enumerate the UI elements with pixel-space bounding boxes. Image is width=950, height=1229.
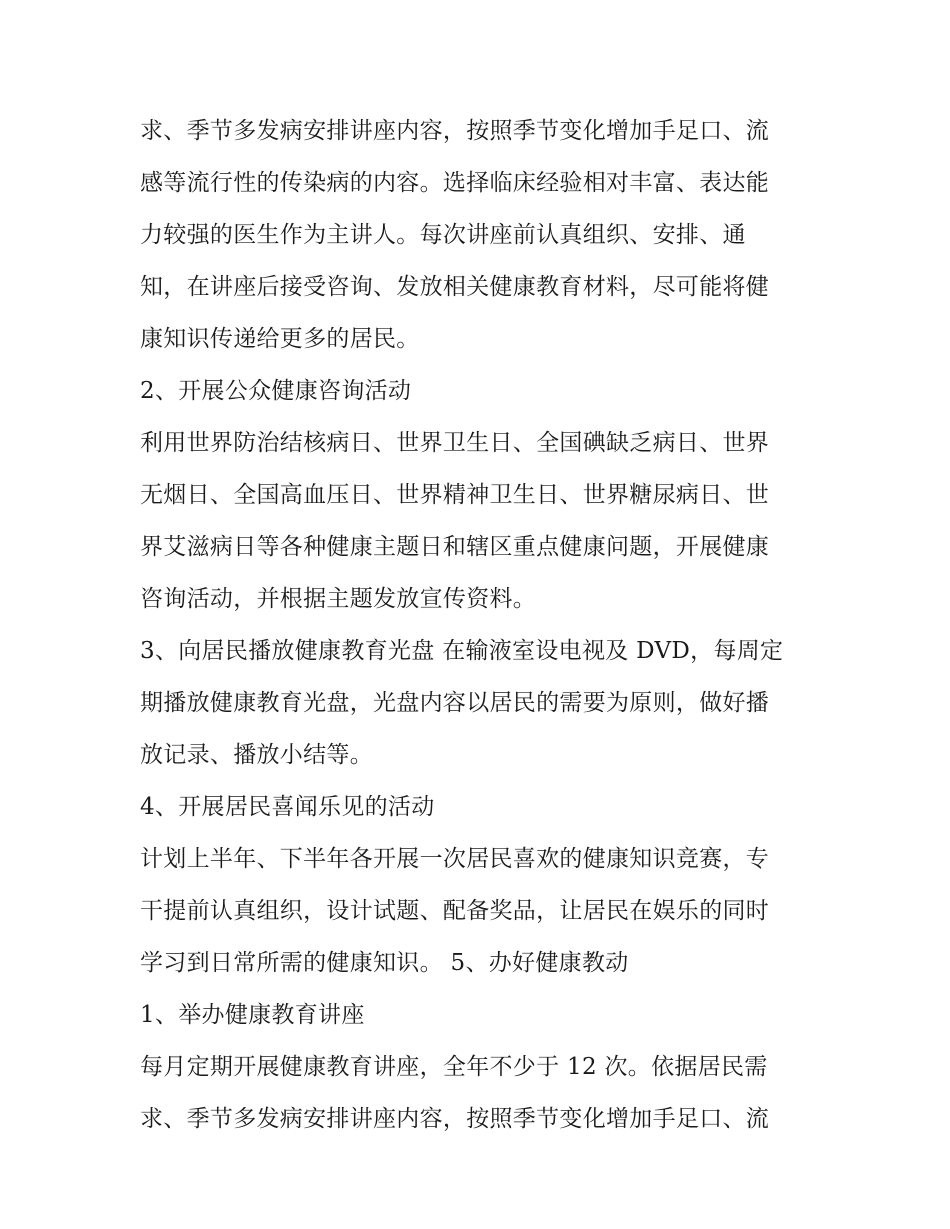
text-line: 无烟日、全国高血压日、世界精神卫生日、世界糖尿病日、世: [140, 482, 770, 508]
text-line: 知，在讲座后接受咨询、发放相关健康教育材料，尽可能将健: [140, 274, 770, 300]
text-line: 干提前认真组织，设计试题、配备奖品，让居民在娱乐的同时: [140, 898, 770, 924]
section-heading: 1、举办健康教育讲座: [140, 1002, 365, 1028]
text-line: 期播放健康教育光盘，光盘内容以居民的需要为原则，做好播: [140, 690, 770, 716]
text-line: 康知识传递给更多的居民。: [140, 326, 420, 352]
text-line: 每月定期开展健康教育讲座，全年不少于 12 次。依据居民需: [140, 1054, 768, 1080]
text-line: 放记录、播放小结等。: [140, 742, 373, 768]
text-line: 咨询活动，并根据主题发放宣传资料。: [140, 586, 537, 612]
text-line: 利用世界防治结核病日、世界卫生日、全国碘缺乏病日、世界: [140, 430, 770, 456]
text-line: 感等流行性的传染病的内容。选择临床经验相对丰富、表达能: [140, 170, 770, 196]
document-body: [140, 105, 820, 1145]
section-heading: 3、向居民播放健康教育光盘 在输液室设电视及 DVD，每周定: [140, 638, 784, 664]
text-line: 计划上半年、下半年各开展一次居民喜欢的健康知识竞赛，专: [140, 846, 770, 872]
section-heading: 2、开展公众健康咨询活动: [140, 378, 412, 404]
section-heading: 4、开展居民喜闻乐见的活动: [140, 794, 435, 820]
text-line: 求、季节多发病安排讲座内容，按照季节变化增加手足口、流: [140, 118, 770, 144]
text-line: 界艾滋病日等各种健康主题日和辖区重点健康问题，开展健康: [140, 534, 770, 560]
text-line: 力较强的医生作为主讲人。每次讲座前认真组织、安排、通: [140, 222, 746, 248]
text-line: 求、季节多发病安排讲座内容，按照季节变化增加手足口、流: [140, 1106, 770, 1132]
text-line: 学习到日常所需的健康知识。 5、办好健康教动: [140, 950, 629, 976]
